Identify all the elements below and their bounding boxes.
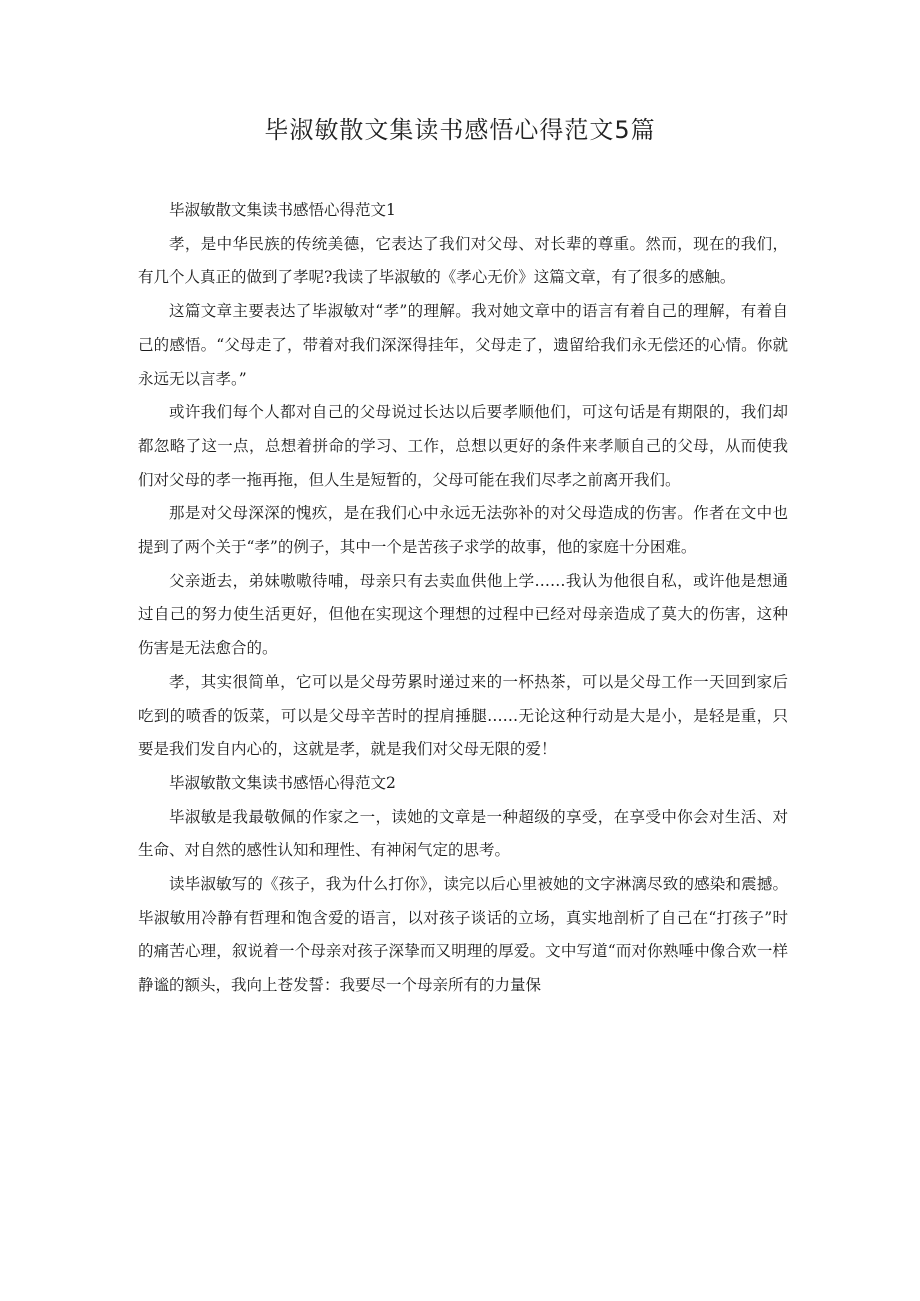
paragraph: 那是对父母深深的愧疚，是在我们心中永远无法弥补的对父母造成的伤害。作者在文中也提到了两个关于“孝”的例子，其中一个是苦孩子求学的故事，他的家庭十分困难。 [138,504,788,557]
document-body [138,194,788,1003]
paragraph: 读毕淑敏写的《孩子，我为什么打你》，读完以后心里被她的文字淋漓尽致的感染和震撼。毕淑敏用冷静有哲理和饱含爱的语言，以对孩子谈话的立场，真实地剖析了自己在“打孩子”时的痛苦心理，叙说着一个母亲对孩子深挚而又明理的厚爱。文中写道“而对你熟唾中像合欢一样静谧的额头，我向上苍发誓：我要尽一个母亲所有的力量保 [138,875,788,995]
paragraph: 孝，是中华民族的传统美德，它表达了我们对父母、对长辈的尊重。然而，现在的我们，有几个人真正的做到了孝呢?我读了毕淑敏的《孝心无价》这篇文章，有了很多的感触。 [138,234,788,287]
paragraph: 毕淑敏是我最敬佩的作家之一，读她的文章是一种超级的享受，在享受中你会对生活、对生命、对自然的感性认知和理性、有神闲气定的思考。 [138,807,788,860]
paragraph: 或许我们每个人都对自己的父母说过长达以后要孝顺他们，可这句话是有期限的，我们却都忽略了这一点，总想着拼命的学习、工作，总想以更好的条件来孝顺自己的父母，从而使我们对父母的孝一拖再拖，但人生是短暂的，父母可能在我们尽孝之前离开我们。 [138,403,788,489]
paragraph: 这篇文章主要表达了毕淑敏对“孝”的理解。我对她文章中的语言有着自己的理解，有着自己的感悟。“父母走了，带着对我们深深得挂年，父母走了，遗留给我们永无偿还的心情。你就永远无以言孝。” [138,302,788,388]
section-heading: 毕淑敏散文集读书感悟心得范文2 [169,773,396,792]
section-heading: 毕淑敏散文集读书感悟心得范文1 [169,201,396,219]
paragraph: 父亲逝去，弟妹嗷嗷待哺，母亲只有去卖血供他上学……我认为他很自私，或许他是想通过自己的努力使生活更好，但他在实现这个理想的过程中已经对母亲造成了莫大的伤害，这种伤害是无法愈合的。 [138,571,788,658]
paragraph: 孝，其实很简单，它可以是父母劳累时递过来的一杯热茶，可以是父母工作一天回到家后吃到的喷香的饭菜，可以是父母辛苦时的捏肩捶腿……无论这种行动是大是小，是轻是重，只要是我们发自内心的，这就是孝，就是我们对父母无限的爱！ [138,672,788,759]
document-title: 毕淑敏散文集读书感悟心得范文5篇 [264,116,656,144]
